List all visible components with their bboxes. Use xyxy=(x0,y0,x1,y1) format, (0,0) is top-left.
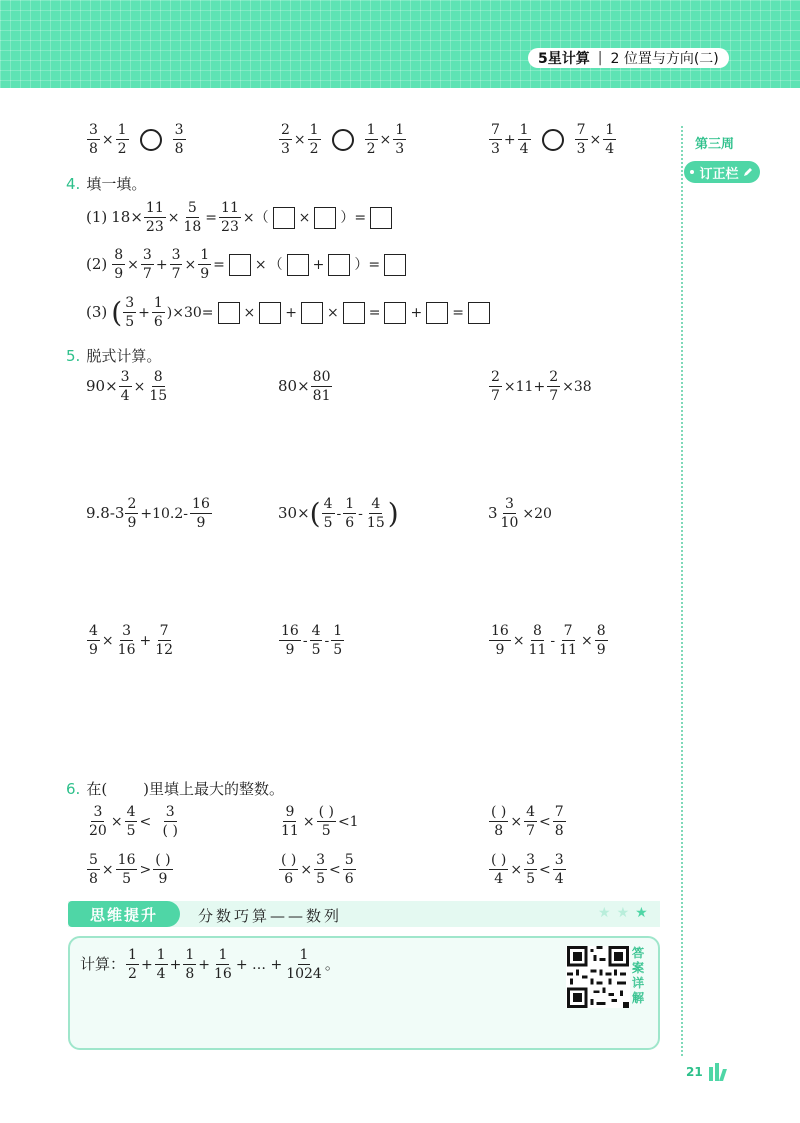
header-separator: | xyxy=(597,50,603,66)
part-label: (3) xyxy=(86,303,108,321)
answer-box[interactable] xyxy=(426,302,448,324)
fraction: $\frac{2}{9}$ xyxy=(127,496,137,531)
fraction: $\frac{2}{7}$ xyxy=(549,369,559,404)
fraction: $\frac{9}{11}$ xyxy=(281,804,299,839)
fraction: $\frac{2}{7}$ xyxy=(491,369,500,404)
fraction: $\frac{3}{7}$ xyxy=(142,247,152,282)
fraction: $\frac{16}{9}$ xyxy=(491,623,509,658)
question-5-heading xyxy=(66,345,161,366)
fraction: $\frac{16}{9}$ xyxy=(281,623,299,658)
qr-code-icon[interactable] xyxy=(566,946,630,1008)
answer-box[interactable] xyxy=(468,302,490,324)
blank-input[interactable]: ( ) xyxy=(491,804,507,820)
fraction: $\frac{1}{6}$ xyxy=(153,295,163,330)
fraction: $\frac{3}{10}$ xyxy=(500,496,519,531)
correction-column-tag xyxy=(684,161,760,183)
fraction: $\frac{3}{16}$ xyxy=(117,623,136,658)
fraction: $\frac{11}{23}$ xyxy=(221,200,239,235)
fraction: $\frac{1}{6}$ xyxy=(345,496,355,531)
fraction: $\frac{( )}{9}$ xyxy=(155,852,171,887)
q6-inequality: $\frac{3}{20}$ × $\frac{4}{5}$ < $\frac{3}{( )}$ xyxy=(86,805,188,838)
fraction: $\frac{1}{5}$ xyxy=(333,623,343,658)
question-title-a: 在( xyxy=(86,780,108,798)
fraction: $\frac{1}{9}$ xyxy=(200,247,210,282)
fraction: $\frac{3}{4}$ xyxy=(554,852,564,887)
fraction: $\frac{3}{5}$ xyxy=(316,852,326,887)
blank-input[interactable]: ( ) xyxy=(318,804,334,820)
compare-item-1: $\frac{3}{8}$ × $\frac{1}{2}$ $\frac{3}{8}$ xyxy=(89,122,184,157)
answer-box[interactable] xyxy=(370,207,392,229)
header-band xyxy=(0,0,800,88)
fraction: $\frac{80}{81}$ xyxy=(312,369,331,404)
fraction: $\frac{( )}{8}$ xyxy=(491,804,507,839)
fraction: $\frac{4}{5}$ xyxy=(323,496,333,531)
q5-expression: $\frac{16}{9}$ - $\frac{4}{5}$ - $\frac{1}{5}$ xyxy=(281,623,343,658)
answer-box[interactable] xyxy=(287,254,309,276)
q5-expression: $\frac{4}{9}$ × $\frac{3}{16}$ + $\frac{7}{12}$ xyxy=(89,623,174,658)
book-title: 5星计算 xyxy=(538,51,590,67)
fraction: $\frac{( )}{6}$ xyxy=(281,852,297,887)
fraction: $\frac{5}{6}$ xyxy=(344,852,354,887)
fraction: $\frac{4}{9}$ xyxy=(89,623,98,658)
difficulty-stars xyxy=(598,905,648,921)
answer-box[interactable] xyxy=(384,254,406,276)
fraction: $\frac{1}{4}$ xyxy=(156,947,166,982)
q5-expression: 9.8-3 $\frac{2}{9}$ +10.2- $\frac{16}{9}$ xyxy=(86,496,210,531)
answer-box[interactable] xyxy=(328,254,350,276)
answer-box[interactable] xyxy=(259,302,281,324)
fraction: $\frac{( )}{5}$ xyxy=(318,804,334,839)
compare-circle[interactable] xyxy=(332,129,354,151)
star-icon: ★ xyxy=(635,905,648,921)
compare-circle[interactable] xyxy=(140,129,162,151)
part-label: (1) xyxy=(86,208,108,226)
answer-box[interactable] xyxy=(229,254,251,276)
fraction: $\frac{3}{4}$ xyxy=(120,369,130,404)
fraction: $\frac{1}{8}$ xyxy=(185,947,195,982)
fraction: $\frac{1}{1024}$ xyxy=(286,947,322,982)
fraction: $\frac{7}{3}$ xyxy=(576,122,586,157)
fraction: $\frac{4}{5}$ xyxy=(311,623,321,658)
answer-box[interactable] xyxy=(273,207,295,229)
compare-item-2: $\frac{2}{3}$ × $\frac{1}{2}$ $\frac{1}{2}$ × $\frac{1}{3}$ xyxy=(281,122,405,157)
margin-divider xyxy=(681,126,683,1056)
fraction: $\frac{1}{2}$ xyxy=(366,122,376,157)
fraction: $\frac{3}{8}$ xyxy=(89,122,98,157)
star-icon: ★ xyxy=(616,905,630,921)
answer-explanation-label: 答 案 详 解 xyxy=(631,946,644,1005)
unit-title: 2 位置与方向(二) xyxy=(610,51,719,67)
question-title: 填一填。 xyxy=(86,175,147,193)
q5-expression: 80× $\frac{80}{81}$ xyxy=(278,369,331,404)
blank-input[interactable]: ( ) xyxy=(155,852,171,868)
answer-box[interactable] xyxy=(384,302,406,324)
fraction: $\frac{8}{9}$ xyxy=(114,247,124,282)
pencil-icon xyxy=(742,166,754,178)
question-4-heading xyxy=(66,173,146,194)
q6-inequality: $\frac{( )}{4}$ × $\frac{3}{5}$ < $\frac{3}{4}$ xyxy=(491,852,564,887)
q6-inequality: $\frac{( )}{6}$ × $\frac{3}{5}$ < $\frac{5}{6}$ xyxy=(281,852,354,887)
challenge-prompt: 计算： xyxy=(80,955,126,973)
q5-expression: 3 $\frac{3}{10}$ ×20 xyxy=(488,496,552,531)
fraction: $\frac{1}{4}$ xyxy=(519,122,529,157)
fraction: $\frac{1}{2}$ xyxy=(128,947,137,982)
page-number-text: 21 xyxy=(686,1065,703,1079)
fraction: $\frac{8}{15}$ xyxy=(149,369,168,404)
fraction: $\frac{5}{8}$ xyxy=(89,852,98,887)
fraction: $\frac{3}{( )}$ xyxy=(153,805,187,838)
compare-item-3: $\frac{7}{3}$ + $\frac{1}{4}$ $\frac{7}{3}$ × $\frac{1}{4}$ xyxy=(491,122,615,157)
q6-inequality: $\frac{9}{11}$ × $\frac{( )}{5}$ <1 xyxy=(281,804,359,839)
fraction: $\frac{3}{5}$ xyxy=(526,852,536,887)
answer-box[interactable] xyxy=(314,207,336,229)
section-title: 分数巧算——数列 xyxy=(198,907,343,925)
q4-part-1: (1) 18× $\frac{11}{23}$ × $\frac{5}{18}$ = $\frac{11}{23}$ ×（ × ）= xyxy=(86,201,395,234)
books-icon xyxy=(709,1063,725,1081)
q5-expression: $\frac{2}{7}$ ×11+ $\frac{2}{7}$ ×38 xyxy=(491,369,592,404)
fraction: $\frac{7}{3}$ xyxy=(491,122,500,157)
q5-expression: 90× $\frac{3}{4}$ × $\frac{8}{15}$ xyxy=(86,369,168,404)
fraction: $\frac{4}{7}$ xyxy=(526,804,536,839)
fraction: $\frac{5}{18}$ xyxy=(183,200,202,235)
fraction: $\frac{1}{2}$ xyxy=(309,122,319,157)
fraction: $\frac{7}{8}$ xyxy=(554,804,564,839)
fraction: $\frac{1}{4}$ xyxy=(605,122,615,157)
answer-box[interactable] xyxy=(218,302,240,324)
header-title xyxy=(528,48,729,68)
q5-expression: $\frac{16}{9}$ × $\frac{8}{11}$ - $\frac{7}{11}$ × $\frac{8}{9}$ xyxy=(491,623,606,658)
fraction: $\frac{1}{3}$ xyxy=(395,122,405,157)
blank-input[interactable]: ( ) xyxy=(162,823,178,839)
week-label: 第三周 xyxy=(695,137,735,152)
challenge-expression: 计算： $\frac{1}{2}$ + $\frac{1}{4}$ + $\frac{1}{8}$ + $\frac{1}{16}$ + … + $\frac{1}{1024}$ 。 xyxy=(80,947,340,982)
question-number: 6. xyxy=(66,779,81,798)
q5-expression: 30× ( $\frac{4}{5}$ - $\frac{1}{6}$ - $\frac{4}{15}$ ) xyxy=(278,496,399,531)
fraction: $\frac{3}{5}$ xyxy=(125,295,135,330)
compare-circle[interactable] xyxy=(542,129,564,151)
q4-part-2: (2) $\frac{8}{9}$ × $\frac{3}{7}$ + $\frac{3}{7}$ × $\frac{1}{9}$ = × （ + ）= xyxy=(86,248,409,281)
question-title: 脱式计算。 xyxy=(86,347,162,365)
question-title-b: )里填上最大的整数。 xyxy=(143,780,285,798)
fraction: $\frac{16}{9}$ xyxy=(192,496,210,531)
question-number: 4. xyxy=(66,174,81,193)
page-number xyxy=(686,1063,725,1081)
part-label: (2) xyxy=(86,255,108,273)
fraction: $\frac{8}{9}$ xyxy=(596,623,606,658)
q6-inequality: $\frac{( )}{8}$ × $\frac{4}{7}$ < $\frac{7}{8}$ xyxy=(491,804,564,839)
answer-box[interactable] xyxy=(301,302,323,324)
fraction: $\frac{3}{8}$ xyxy=(174,122,184,157)
section-tag: 思维提升 xyxy=(68,901,180,927)
fraction: $\frac{4}{15}$ xyxy=(366,496,385,531)
fraction: $\frac{8}{11}$ xyxy=(528,623,547,658)
fraction: $\frac{1}{16}$ xyxy=(213,947,232,982)
fraction: $\frac{4}{5}$ xyxy=(126,804,136,839)
star-icon: ★ xyxy=(598,905,611,921)
bullet-icon xyxy=(690,170,694,174)
answer-box[interactable] xyxy=(343,302,365,324)
fraction: $\frac{( )}{4}$ xyxy=(491,852,507,887)
correction-label: 订正栏 xyxy=(699,166,739,182)
question-number: 5. xyxy=(66,346,81,365)
q4-part-3: (3) ( $\frac{3}{5}$ + $\frac{1}{6}$ )×30= × + × = + = xyxy=(86,296,493,329)
fraction: $\frac{2}{3}$ xyxy=(281,122,290,157)
fraction: $\frac{16}{5}$ xyxy=(117,852,136,887)
fraction: $\frac{7}{11}$ xyxy=(559,623,577,658)
question-6-heading xyxy=(66,778,284,799)
fraction: $\frac{11}{23}$ xyxy=(145,200,164,235)
blank-input[interactable]: ( ) xyxy=(281,852,297,868)
fraction: $\frac{1}{2}$ xyxy=(117,122,127,157)
fraction: $\frac{3}{20}$ xyxy=(89,804,107,839)
fraction: $\frac{3}{7}$ xyxy=(171,247,181,282)
fraction: $\frac{7}{12}$ xyxy=(155,623,174,658)
q6-inequality: $\frac{5}{8}$ × $\frac{16}{5}$ > $\frac{( )}{9}$ xyxy=(89,852,171,887)
blank-input[interactable]: ( ) xyxy=(491,852,507,868)
